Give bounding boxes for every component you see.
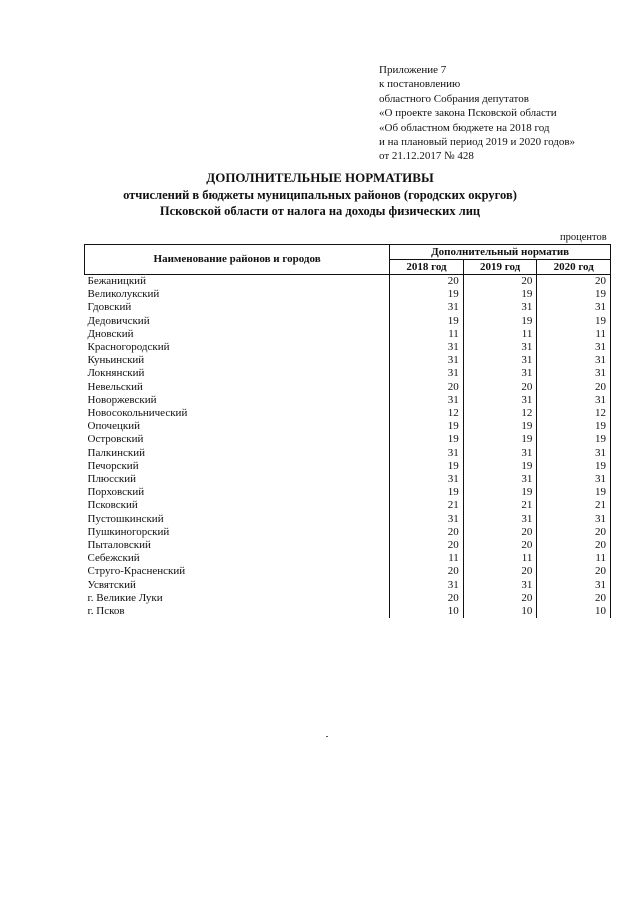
norm-value-2020: 19 (537, 315, 611, 328)
district-name: Гдовский (87, 301, 132, 314)
table-row (85, 288, 611, 301)
appendix-line: областного Собрания депутатов (379, 92, 529, 105)
norm-value-2019: 19 (463, 460, 537, 473)
norm-value-2019: 21 (463, 499, 537, 512)
norm-value-2018: 31 (390, 473, 464, 486)
norm-value-2019: 10 (463, 605, 537, 618)
district-name: Великолукский (87, 288, 160, 301)
norm-value-2019: 31 (463, 354, 537, 367)
norm-value-2020: 20 (537, 565, 611, 578)
norm-value-2019: 19 (463, 433, 537, 446)
district-name: Островский (87, 433, 144, 446)
table-row (85, 341, 611, 354)
norm-value-2019: 19 (463, 315, 537, 328)
norm-value-2020: 31 (537, 513, 611, 526)
units-label: процентов (560, 232, 607, 243)
district-name: Псковский (87, 499, 138, 512)
district-name: Опочецкий (87, 420, 140, 433)
norm-value-2019: 20 (463, 565, 537, 578)
norm-value-2019: 31 (463, 473, 537, 486)
norm-value-2019: 31 (463, 579, 537, 592)
document-title (0, 170, 640, 220)
norm-value-2018: 31 (390, 354, 464, 367)
table-row (85, 301, 611, 314)
district-name: г. Псков (87, 605, 125, 618)
norm-value-2020: 31 (537, 341, 611, 354)
norm-value-2019: 11 (463, 552, 537, 565)
district-name: Бежаницкий (87, 275, 146, 287)
table-row (85, 579, 611, 592)
name-column-header: Наименование районов и городов (85, 245, 390, 275)
norm-value-2019: 12 (463, 407, 537, 420)
norm-value-2020: 19 (537, 486, 611, 499)
district-name: Пустошкинский (87, 512, 164, 525)
norms-table (84, 244, 611, 618)
norm-value-2018: 19 (390, 288, 464, 301)
norm-value-2020: 21 (537, 499, 611, 512)
norm-value-2020: 19 (537, 288, 611, 301)
norm-value-2018: 19 (390, 486, 464, 499)
table-body (85, 275, 611, 619)
district-name: Порховский (87, 486, 145, 499)
norm-value-2019: 19 (463, 486, 537, 499)
norm-value-2018: 31 (390, 513, 464, 526)
table-row (85, 433, 611, 446)
norm-value-2019: 31 (463, 341, 537, 354)
district-name: Себежский (87, 552, 140, 565)
table-row (85, 486, 611, 499)
norm-value-2018: 20 (390, 539, 464, 552)
norm-value-2020: 31 (537, 447, 611, 460)
norm-value-2018: 19 (390, 420, 464, 433)
table-row (85, 592, 611, 605)
norm-value-2020: 19 (537, 420, 611, 433)
norm-value-2018: 11 (390, 552, 464, 565)
table-row (85, 381, 611, 394)
title-line-3: Псковской области от налога на доходы физических лиц (159, 204, 481, 218)
table-row (85, 407, 611, 420)
norm-value-2020: 10 (537, 605, 611, 618)
appendix-line: к постановлению (379, 78, 461, 91)
district-name: Новосокольнический (87, 407, 188, 420)
district-name: Пушкиногорский (87, 525, 170, 538)
norm-value-2019: 31 (463, 447, 537, 460)
table-row (85, 460, 611, 473)
norm-value-2018: 20 (390, 592, 464, 605)
table-row (85, 605, 611, 618)
norm-value-2018: 20 (390, 565, 464, 578)
year-header-2018: 2018 год (390, 260, 464, 275)
appendix-line: «Об областном бюджете на 2018 год (379, 121, 550, 134)
table-row (85, 315, 611, 328)
norm-value-2018: 31 (390, 341, 464, 354)
norm-value-2019: 31 (463, 367, 537, 380)
norm-group-header: Дополнительный норматив (390, 245, 611, 260)
norm-value-2020: 12 (537, 407, 611, 420)
table-row (85, 473, 611, 486)
norm-value-2020: 20 (537, 381, 611, 394)
norm-value-2018: 31 (390, 301, 464, 314)
district-name: Печорский (87, 459, 139, 472)
district-name: Куньинский (87, 354, 145, 367)
table-row (85, 420, 611, 433)
table-row (85, 499, 611, 512)
table-row (85, 367, 611, 380)
norm-value-2019: 20 (463, 381, 537, 394)
district-name: Локнянский (87, 367, 145, 380)
year-header-2019: 2019 год (463, 260, 537, 275)
district-name: Пыталовский (87, 539, 151, 552)
norm-value-2018: 31 (390, 579, 464, 592)
table-row (85, 275, 611, 289)
norm-value-2018: 20 (390, 275, 464, 289)
norm-value-2019: 31 (463, 513, 537, 526)
district-name: Дновский (87, 327, 134, 340)
norm-value-2020: 11 (537, 552, 611, 565)
table-row (85, 513, 611, 526)
norm-value-2018: 20 (390, 381, 464, 394)
norm-value-2019: 31 (463, 301, 537, 314)
norm-value-2020: 31 (537, 473, 611, 486)
norm-value-2019: 20 (463, 526, 537, 539)
norm-value-2020: 20 (537, 592, 611, 605)
norm-value-2020: 20 (537, 275, 611, 289)
norm-value-2020: 11 (537, 328, 611, 341)
norm-value-2018: 10 (390, 605, 464, 618)
table-row (85, 328, 611, 341)
norm-value-2018: 31 (390, 394, 464, 407)
title-line-2: отчислений в бюджеты муниципальных районов (городских округов) (123, 187, 517, 202)
norm-value-2019: 19 (463, 288, 537, 301)
appendix-reference (379, 63, 575, 164)
table-row (85, 552, 611, 565)
norm-value-2018: 12 (390, 407, 464, 420)
year-header-2020: 2020 год (537, 260, 611, 275)
norm-value-2020: 19 (537, 433, 611, 446)
norm-value-2019: 20 (463, 275, 537, 289)
norm-value-2019: 11 (463, 328, 537, 341)
norm-value-2020: 20 (537, 526, 611, 539)
norm-value-2020: 31 (537, 367, 611, 380)
norm-value-2018: 19 (390, 433, 464, 446)
appendix-line: и на плановый период 2019 и 2020 годов» (379, 136, 576, 149)
appendix-line: Приложение 7 (379, 64, 447, 76)
norm-value-2018: 31 (390, 367, 464, 380)
norm-value-2019: 19 (463, 420, 537, 433)
table-row (85, 354, 611, 367)
norm-value-2018: 19 (390, 460, 464, 473)
district-name: Струго-Красненский (87, 565, 186, 578)
table-row (85, 565, 611, 578)
table-row (85, 394, 611, 407)
appendix-line: от 21.12.2017 № 428 (379, 150, 474, 163)
norm-value-2020: 19 (537, 460, 611, 473)
district-name: Палкинский (87, 446, 146, 459)
table-row (85, 526, 611, 539)
table-row (85, 447, 611, 460)
norm-value-2019: 31 (463, 394, 537, 407)
norm-value-2019: 20 (463, 592, 537, 605)
norm-value-2018: 19 (390, 315, 464, 328)
scan-speck (326, 736, 328, 737)
norm-value-2018: 21 (390, 499, 464, 512)
appendix-line: «О проекте закона Псковской области (379, 107, 557, 120)
title-line-1: ДОПОЛНИТЕЛЬНЫЕ НОРМАТИВЫ (206, 170, 434, 185)
norm-value-2018: 20 (390, 526, 464, 539)
norm-value-2020: 31 (537, 579, 611, 592)
district-name: г. Великие Луки (87, 591, 163, 604)
district-name: Усвятский (87, 578, 136, 591)
table-row (85, 539, 611, 552)
district-name: Невельский (87, 380, 143, 393)
district-name: Дедовичский (87, 314, 150, 327)
norm-value-2020: 31 (537, 354, 611, 367)
norm-value-2018: 11 (390, 328, 464, 341)
norm-value-2020: 20 (537, 539, 611, 552)
norm-value-2020: 31 (537, 301, 611, 314)
district-name: Новоржевский (87, 393, 157, 406)
district-name: Плюсский (87, 473, 137, 486)
norm-value-2018: 31 (390, 447, 464, 460)
district-name: Красногородский (87, 341, 170, 354)
norm-value-2019: 20 (463, 539, 537, 552)
norm-value-2020: 31 (537, 394, 611, 407)
